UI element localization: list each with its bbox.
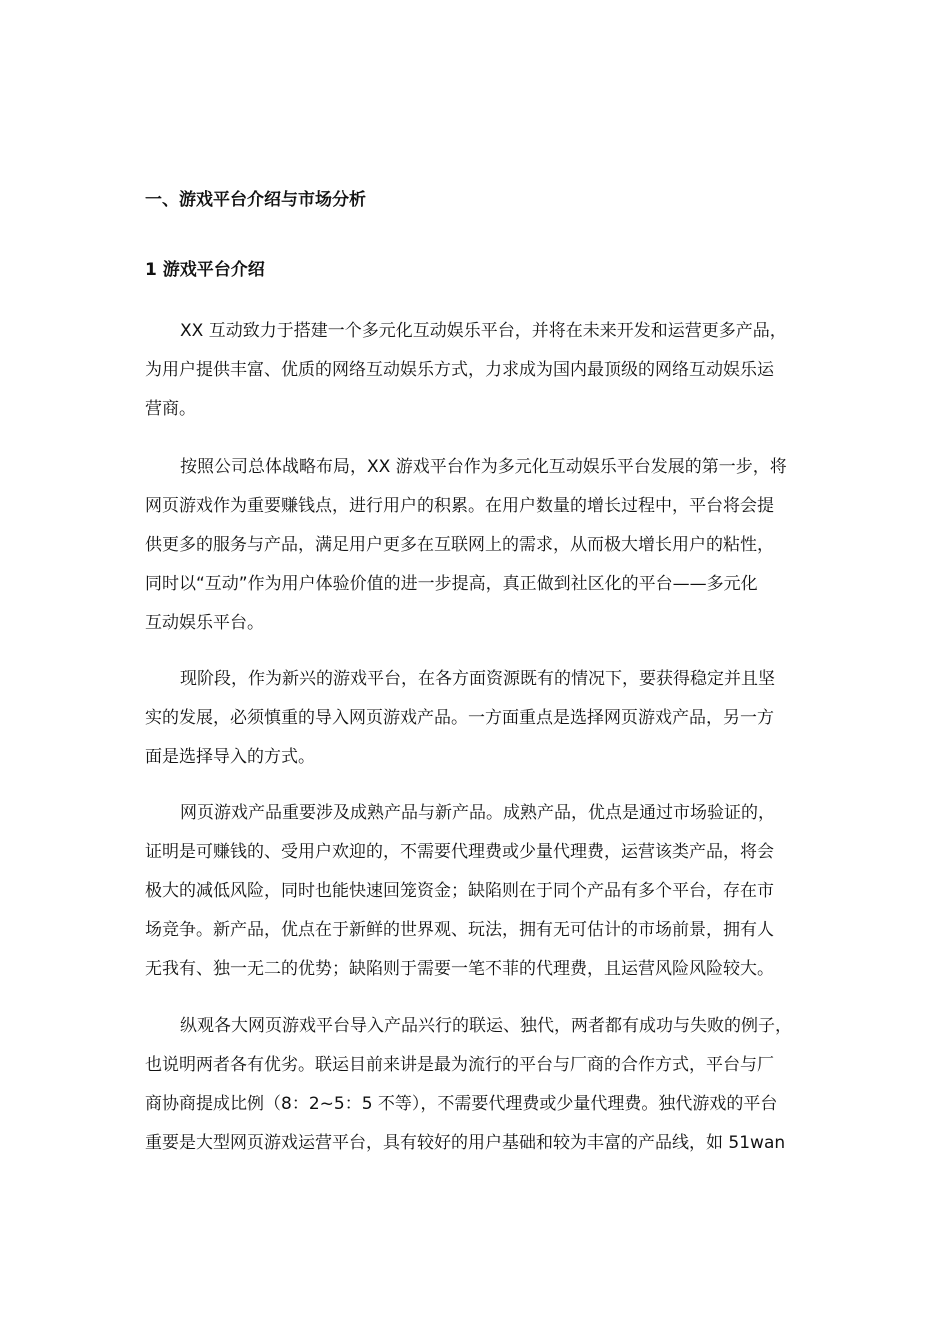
paragraph-line: 也说明两者各有优劣。联运目前来讲是最为流行的平台与厂商的合作方式，平台与厂 (145, 1055, 774, 1075)
section-heading: 一、游戏平台介绍与市场分析 (145, 190, 366, 210)
paragraph-line: 极大的减低风险，同时也能快速回笼资金；缺陷则在于同个产品有多个平台，存在市 (145, 881, 774, 901)
paragraph-line: 现阶段，作为新兴的游戏平台，在各方面资源既有的情况下，要获得稳定并且坚 (180, 669, 775, 689)
subsection-heading: 1 游戏平台介绍 (145, 260, 265, 280)
paragraph-line: 证明是可赚钱的、受用户欢迎的，不需要代理费或少量代理费，运营该类产品，将会 (145, 842, 774, 862)
paragraph-line: 营商。 (145, 399, 196, 419)
paragraph-line: 面是选择导入的方式。 (145, 747, 315, 767)
paragraph-line: 网页游戏产品重要涉及成熟产品与新产品。成熟产品，优点是通过市场验证的， (180, 803, 775, 823)
paragraph-line: 为用户提供丰富、优质的网络互动娱乐方式，力求成为国内最顶级的网络互动娱乐运 (145, 360, 774, 380)
paragraph-line: 无我有、独一无二的优势；缺陷则于需要一笔不菲的代理费，且运营风险风险较大。 (145, 959, 774, 979)
paragraph-line: 供更多的服务与产品，满足用户更多在互联网上的需求，从而极大增长用户的粘性， (145, 535, 774, 555)
paragraph-line: 重要是大型网页游戏运营平台，具有较好的用户基础和较为丰富的产品线，如 51wan (145, 1133, 786, 1153)
paragraph-line: 同时以“互动”作为用户体验价值的进一步提高，真正做到社区化的平台——多元化 (145, 574, 758, 594)
paragraph-line: 商协商提成比例（8：2~5：5 不等），不需要代理费或少量代理费。独代游戏的平台 (145, 1094, 778, 1114)
paragraph-line: 互动娱乐平台。 (145, 613, 264, 633)
paragraph-line: XX 互动致力于搭建一个多元化互动娱乐平台，并将在未来开发和运营更多产品， (180, 321, 787, 341)
paragraph-line: 实的发展，必须慎重的导入网页游戏产品。一方面重点是选择网页游戏产品，另一方 (145, 708, 774, 728)
paragraph-line: 纵观各大网页游戏平台导入产品兴行的联运、独代，两者都有成功与失败的例子， (180, 1016, 792, 1036)
paragraph-line: 按照公司总体战略布局，XX 游戏平台作为多元化互动娱乐平台发展的第一步，将 (180, 457, 787, 477)
paragraph-line: 网页游戏作为重要赚钱点，进行用户的积累。在用户数量的增长过程中，平台将会提 (145, 496, 774, 516)
paragraph-line: 场竞争。新产品，优点在于新鲜的世界观、玩法，拥有无可估计的市场前景，拥有人 (145, 920, 774, 940)
